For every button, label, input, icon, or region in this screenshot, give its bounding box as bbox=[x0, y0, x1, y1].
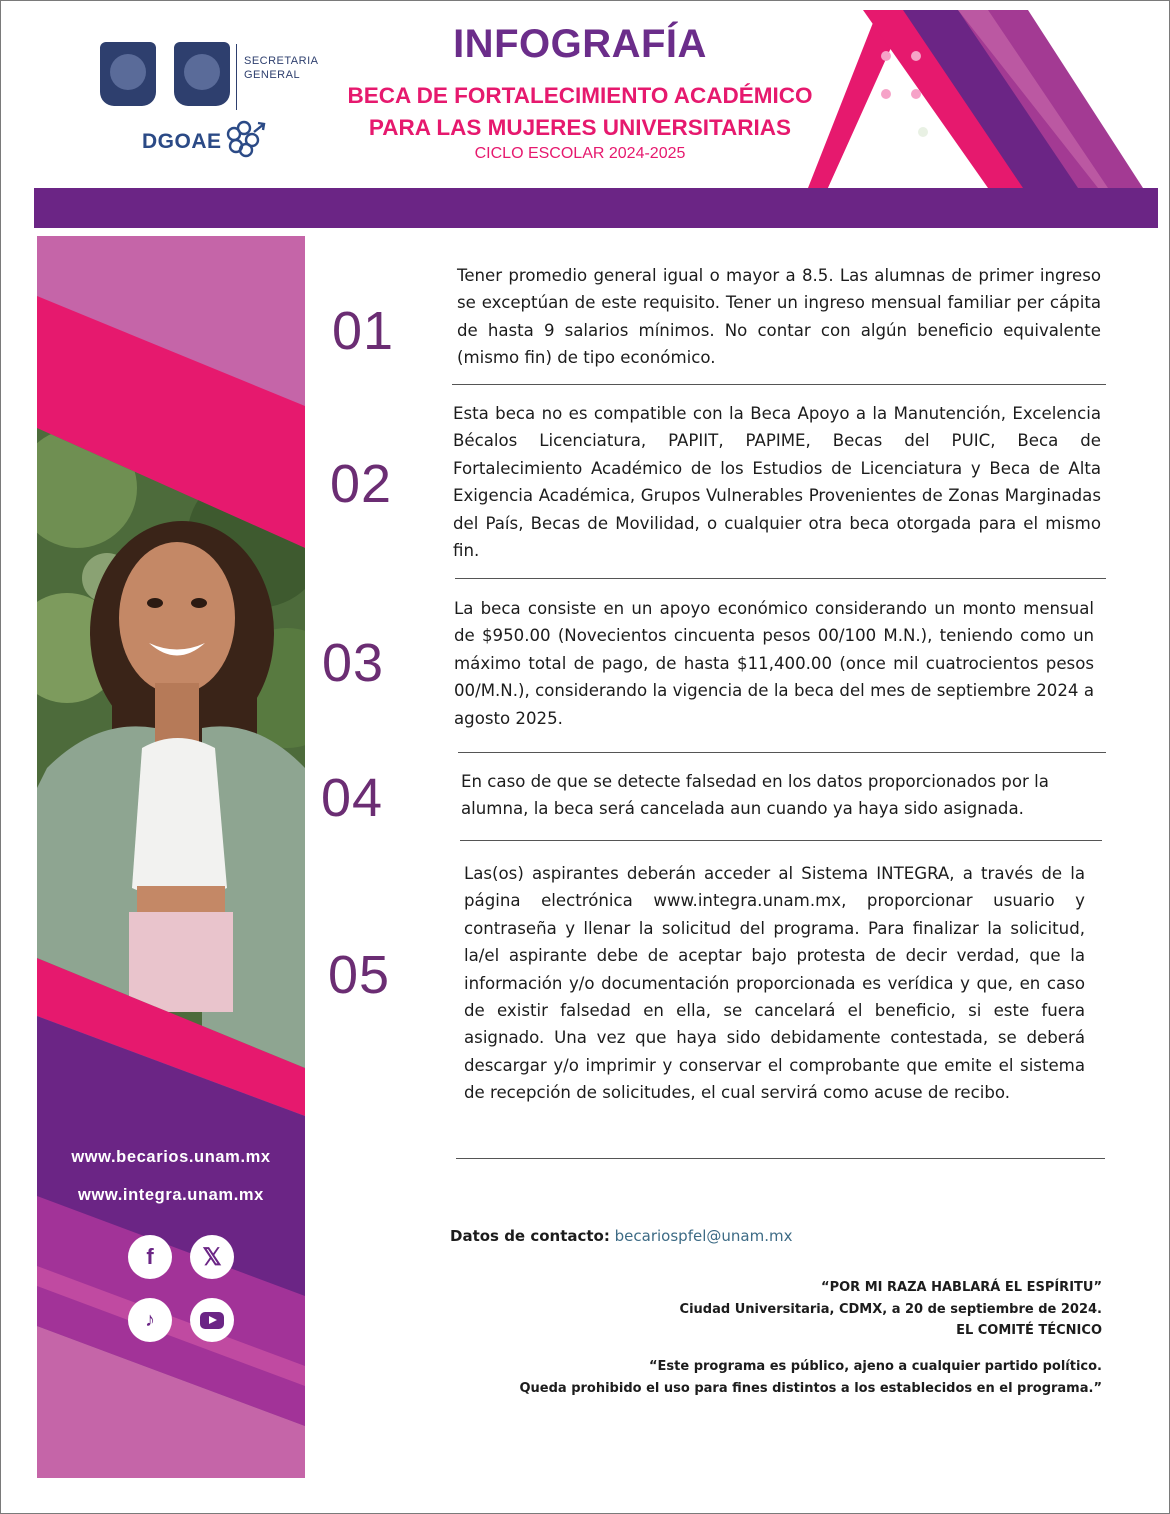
item-number: 01 bbox=[332, 301, 395, 361]
contact-info bbox=[450, 1227, 792, 1245]
item-text: Las(os) aspirantes deberán acceder al Sistema INTEGRA, a través de la página electrónica www.integra.unam.mx, proporcionar usuario y contraseña y llenar la solicitud del programa. Para finalizar la solicitud, la/el aspirante debe de aceptar bajo protesta de decir verdad, que la información y/o documentación proporcionada es verídica y que, en caso de existir falsedad en ella, se cancelará el beneficio, si este fuera asignado. Una vez que haya sido debidamente contestada, se deberá descargar y/o imprimir y conservar el comprobante que emite el sistema de recepción de solicitudes, el cual servirá como acuse de recibo. bbox=[464, 864, 1085, 1103]
student-photo bbox=[37, 428, 305, 1196]
separator-line bbox=[456, 1158, 1105, 1159]
separator-line bbox=[458, 752, 1106, 753]
subtitle-line: BECA DE FORTALECIMIENTO ACADÉMICO bbox=[347, 83, 813, 108]
unam-shield-logo bbox=[100, 42, 156, 106]
page-subtitle bbox=[330, 80, 830, 144]
youtube-icon[interactable] bbox=[190, 1298, 234, 1342]
page-title: INFOGRAFÍA bbox=[453, 22, 707, 66]
contact-label: Datos de contacto: bbox=[450, 1227, 610, 1245]
org-text-line: SECRETARIA bbox=[244, 55, 319, 67]
legal-line: Queda prohibido el uso para fines distintos a los establecidos en el programa.” bbox=[519, 1381, 1102, 1396]
separator-line bbox=[452, 384, 1106, 385]
org-text-line: GENERAL bbox=[244, 69, 301, 81]
school-cycle: CICLO ESCOLAR 2024-2025 bbox=[474, 145, 686, 162]
header-purple-bar bbox=[34, 188, 1158, 228]
item-text: Tener promedio general igual o mayor a 8.5. Las alumnas de primer ingreso se exceptúan de este requisito. Tener un ingreso mensual familiar per cápita de hasta 9 salarios mínimos. No contar con algún beneficio equivalente (mismo fin) de tipo económico. bbox=[457, 266, 1101, 368]
closing-line: “POR MI RAZA HABLARÁ EL ESPÍRITU” bbox=[821, 1280, 1102, 1295]
secretaria-general-text bbox=[244, 54, 318, 82]
unam-shield-logo-secondary bbox=[174, 42, 230, 106]
item-text: La beca consiste en un apoyo económico considerando un monto mensual de $950.00 (Novecientos cincuenta pesos 00/100 M.N.), teniendo como un máximo total de pago, de hasta $11,400.00 (once mil cuatrocientos pesos 00/M.N.), considerando la vigencia de la beca del mes de septiembre 2024 a agosto 2025. bbox=[454, 599, 1094, 728]
separator-line bbox=[460, 840, 1102, 841]
side-ribbon bbox=[37, 236, 305, 1478]
separator-line bbox=[455, 578, 1106, 579]
dgoae-logo-text: DGOAE bbox=[142, 130, 222, 153]
dgoae-knot-icon bbox=[222, 118, 268, 164]
closing-line: Ciudad Universitaria, CDMX, a 20 de septiembre de 2024. bbox=[679, 1301, 1102, 1317]
logo-divider bbox=[236, 44, 237, 110]
item-number: 02 bbox=[330, 454, 393, 514]
subtitle-line: PARA LAS MUJERES UNIVERSITARIAS bbox=[368, 115, 792, 140]
closing-line: EL COMITÉ TÉCNICO bbox=[956, 1323, 1102, 1338]
becarios-url[interactable]: www.becarios.unam.mx bbox=[71, 1148, 271, 1166]
contact-email-link[interactable]: becariospfel@unam.mx bbox=[614, 1227, 793, 1245]
item-number: 04 bbox=[321, 768, 384, 828]
item-text: Esta beca no es compatible con la Beca Apoyo a la Manutención, Excelencia Bécalos Licenciatura, PAPIIT, PAPIME, Becas del PUIC, Beca de Fortalecimiento Académico de los Estudios de Licenciatura y Beca de Alta Exigencia Académica, Grupos Vulnerables Provenientes de Zonas Marginadas del País, Becas de Movilidad, o cualquier otra beca otorgada para el mismo fin. bbox=[453, 404, 1101, 561]
item-text: En caso de que se detecte falsedad en los datos proporcionados por la alumna, la beca será cancelada aun cuando ya haya sido asignada. bbox=[461, 772, 1049, 819]
x-icon[interactable]: 𝕏 bbox=[190, 1235, 234, 1279]
legal-notice bbox=[402, 1356, 1102, 1400]
facebook-icon[interactable]: f bbox=[128, 1235, 172, 1279]
item-number: 05 bbox=[328, 945, 391, 1005]
logo-block bbox=[100, 40, 330, 170]
integra-url[interactable]: www.integra.unam.mx bbox=[78, 1186, 264, 1204]
closing-signature bbox=[502, 1277, 1102, 1342]
tiktok-icon[interactable]: ♪ bbox=[128, 1298, 172, 1342]
item-number: 03 bbox=[322, 633, 385, 693]
legal-line: “Este programa es público, ajeno a cualquier partido político. bbox=[649, 1359, 1102, 1374]
decorative-triangle-graphic bbox=[808, 10, 1158, 190]
